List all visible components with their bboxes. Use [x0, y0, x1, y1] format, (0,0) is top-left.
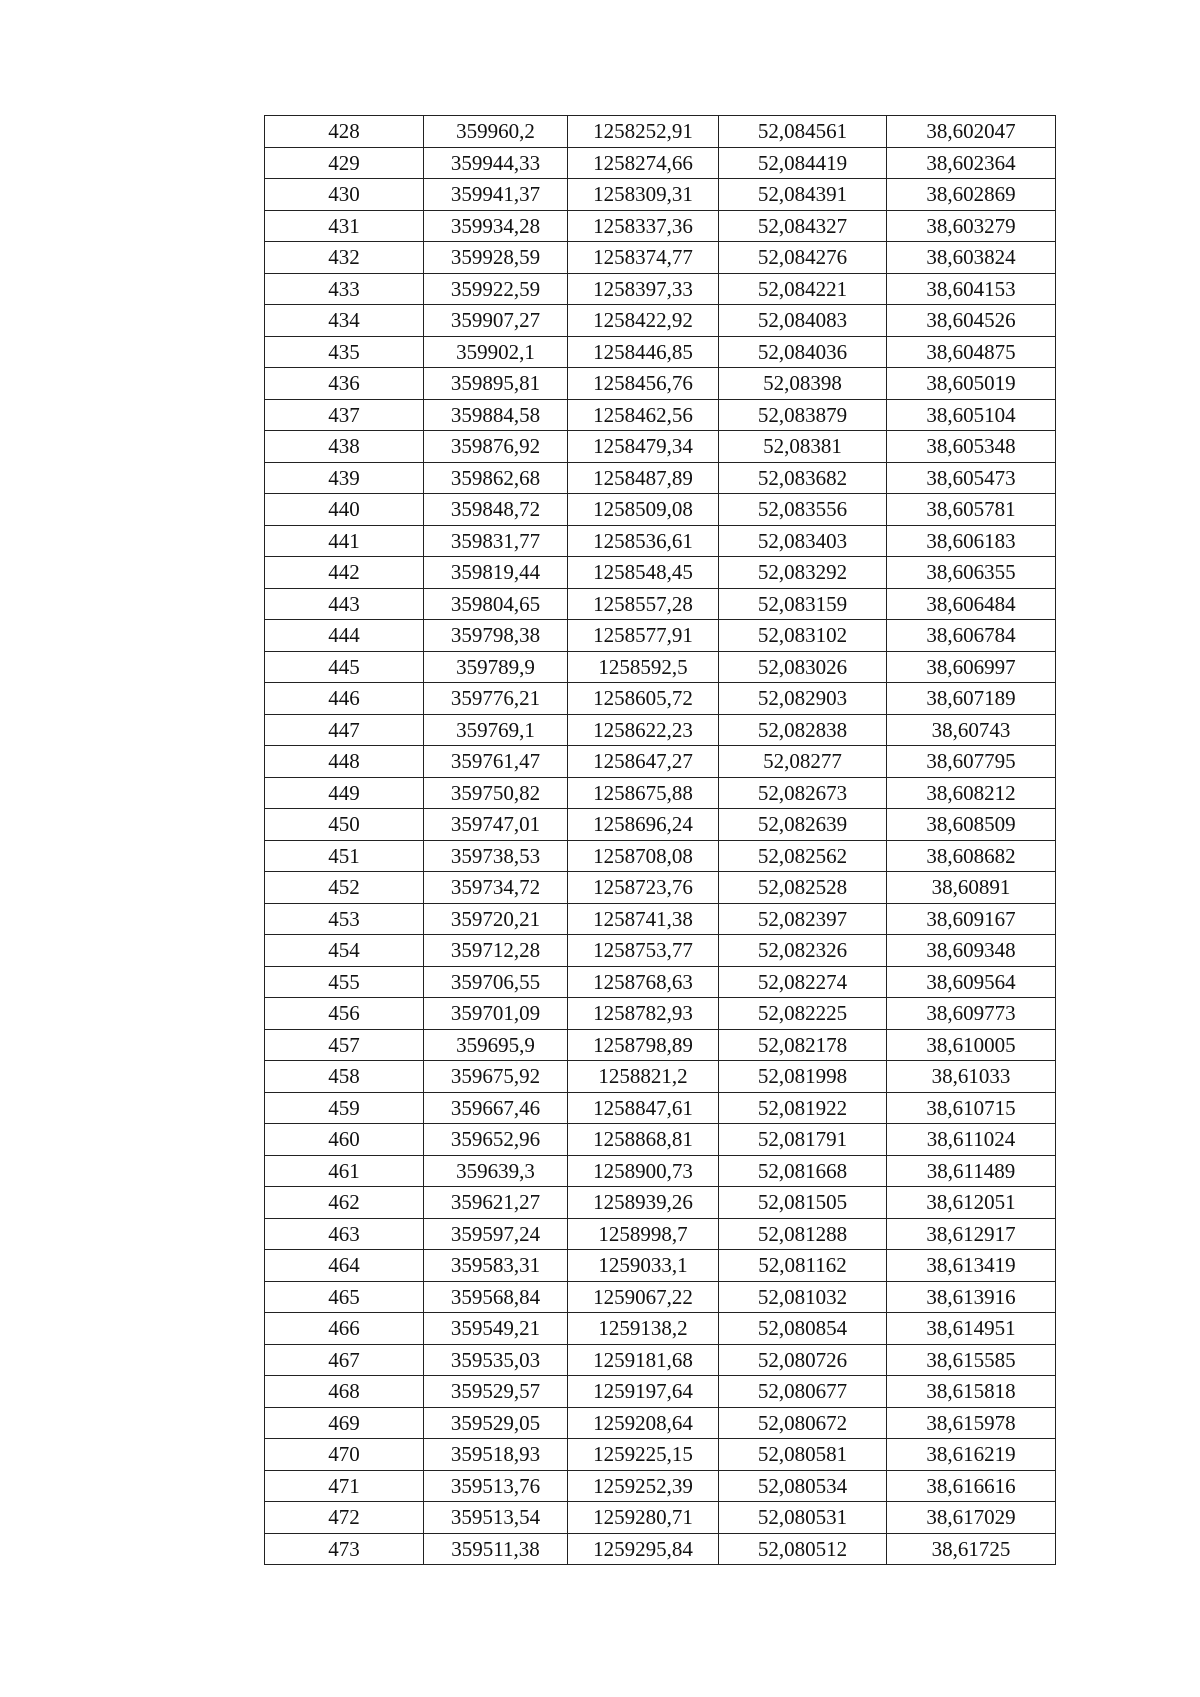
longitude-cell: 38,613419 — [887, 1250, 1056, 1282]
table-row — [265, 1029, 1056, 1061]
table-row — [265, 1313, 1056, 1345]
longitude-cell: 38,610715 — [887, 1092, 1056, 1124]
x-coordinate-cell: 359701,09 — [424, 998, 568, 1030]
latitude-cell: 52,082326 — [719, 935, 887, 967]
y-coordinate-cell: 1258900,73 — [568, 1155, 719, 1187]
table-row — [265, 147, 1056, 179]
y-coordinate-cell: 1259138,2 — [568, 1313, 719, 1345]
longitude-cell: 38,605348 — [887, 431, 1056, 463]
table-row — [265, 683, 1056, 715]
point-number-cell: 444 — [265, 620, 424, 652]
point-number-cell: 446 — [265, 683, 424, 715]
longitude-cell: 38,612917 — [887, 1218, 1056, 1250]
table-row — [265, 525, 1056, 557]
point-number-cell: 436 — [265, 368, 424, 400]
longitude-cell: 38,603279 — [887, 210, 1056, 242]
x-coordinate-cell: 359597,24 — [424, 1218, 568, 1250]
latitude-cell: 52,084391 — [719, 179, 887, 211]
x-coordinate-cell: 359862,68 — [424, 462, 568, 494]
longitude-cell: 38,60891 — [887, 872, 1056, 904]
x-coordinate-cell: 359695,9 — [424, 1029, 568, 1061]
x-coordinate-cell: 359652,96 — [424, 1124, 568, 1156]
latitude-cell: 52,081998 — [719, 1061, 887, 1093]
longitude-cell: 38,602047 — [887, 116, 1056, 148]
table-row — [265, 336, 1056, 368]
coordinates-table — [264, 115, 1056, 1565]
y-coordinate-cell: 1259067,22 — [568, 1281, 719, 1313]
latitude-cell: 52,080726 — [719, 1344, 887, 1376]
longitude-cell: 38,602869 — [887, 179, 1056, 211]
x-coordinate-cell: 359734,72 — [424, 872, 568, 904]
point-number-cell: 438 — [265, 431, 424, 463]
point-number-cell: 450 — [265, 809, 424, 841]
latitude-cell: 52,084561 — [719, 116, 887, 148]
longitude-cell: 38,608682 — [887, 840, 1056, 872]
latitude-cell: 52,08277 — [719, 746, 887, 778]
point-number-cell: 441 — [265, 525, 424, 557]
table-row — [265, 714, 1056, 746]
table-row — [265, 1092, 1056, 1124]
y-coordinate-cell: 1258753,77 — [568, 935, 719, 967]
latitude-cell: 52,083159 — [719, 588, 887, 620]
latitude-cell: 52,084221 — [719, 273, 887, 305]
table-row — [265, 273, 1056, 305]
x-coordinate-cell: 359738,53 — [424, 840, 568, 872]
y-coordinate-cell: 1258536,61 — [568, 525, 719, 557]
x-coordinate-cell: 359621,27 — [424, 1187, 568, 1219]
point-number-cell: 458 — [265, 1061, 424, 1093]
point-number-cell: 466 — [265, 1313, 424, 1345]
longitude-cell: 38,609564 — [887, 966, 1056, 998]
x-coordinate-cell: 359876,92 — [424, 431, 568, 463]
x-coordinate-cell: 359511,38 — [424, 1533, 568, 1565]
y-coordinate-cell: 1258723,76 — [568, 872, 719, 904]
y-coordinate-cell: 1258557,28 — [568, 588, 719, 620]
point-number-cell: 461 — [265, 1155, 424, 1187]
x-coordinate-cell: 359549,21 — [424, 1313, 568, 1345]
latitude-cell: 52,081288 — [719, 1218, 887, 1250]
x-coordinate-cell: 359798,38 — [424, 620, 568, 652]
point-number-cell: 442 — [265, 557, 424, 589]
point-number-cell: 465 — [265, 1281, 424, 1313]
longitude-cell: 38,605019 — [887, 368, 1056, 400]
table-row — [265, 494, 1056, 526]
table-row — [265, 1155, 1056, 1187]
point-number-cell: 454 — [265, 935, 424, 967]
x-coordinate-cell: 359750,82 — [424, 777, 568, 809]
y-coordinate-cell: 1258487,89 — [568, 462, 719, 494]
latitude-cell: 52,084083 — [719, 305, 887, 337]
x-coordinate-cell: 359529,57 — [424, 1376, 568, 1408]
table-row — [265, 1250, 1056, 1282]
y-coordinate-cell: 1258939,26 — [568, 1187, 719, 1219]
longitude-cell: 38,606183 — [887, 525, 1056, 557]
longitude-cell: 38,615978 — [887, 1407, 1056, 1439]
longitude-cell: 38,611489 — [887, 1155, 1056, 1187]
latitude-cell: 52,083102 — [719, 620, 887, 652]
longitude-cell: 38,615585 — [887, 1344, 1056, 1376]
latitude-cell: 52,082903 — [719, 683, 887, 715]
longitude-cell: 38,605104 — [887, 399, 1056, 431]
point-number-cell: 448 — [265, 746, 424, 778]
latitude-cell: 52,080854 — [719, 1313, 887, 1345]
latitude-cell: 52,082838 — [719, 714, 887, 746]
table-row — [265, 966, 1056, 998]
x-coordinate-cell: 359513,76 — [424, 1470, 568, 1502]
table-row — [265, 210, 1056, 242]
latitude-cell: 52,082225 — [719, 998, 887, 1030]
table-row — [265, 368, 1056, 400]
table-row — [265, 1407, 1056, 1439]
latitude-cell: 52,080581 — [719, 1439, 887, 1471]
latitude-cell: 52,081162 — [719, 1250, 887, 1282]
latitude-cell: 52,082528 — [719, 872, 887, 904]
x-coordinate-cell: 359513,54 — [424, 1502, 568, 1534]
latitude-cell: 52,083682 — [719, 462, 887, 494]
latitude-cell: 52,081505 — [719, 1187, 887, 1219]
point-number-cell: 434 — [265, 305, 424, 337]
latitude-cell: 52,081922 — [719, 1092, 887, 1124]
table-row — [265, 903, 1056, 935]
point-number-cell: 471 — [265, 1470, 424, 1502]
x-coordinate-cell: 359848,72 — [424, 494, 568, 526]
x-coordinate-cell: 359941,37 — [424, 179, 568, 211]
table-row — [265, 242, 1056, 274]
table-row — [265, 840, 1056, 872]
x-coordinate-cell: 359907,27 — [424, 305, 568, 337]
latitude-cell: 52,083556 — [719, 494, 887, 526]
latitude-cell: 52,081668 — [719, 1155, 887, 1187]
x-coordinate-cell: 359720,21 — [424, 903, 568, 935]
longitude-cell: 38,606784 — [887, 620, 1056, 652]
latitude-cell: 52,080672 — [719, 1407, 887, 1439]
longitude-cell: 38,61033 — [887, 1061, 1056, 1093]
longitude-cell: 38,602364 — [887, 147, 1056, 179]
point-number-cell: 463 — [265, 1218, 424, 1250]
x-coordinate-cell: 359769,1 — [424, 714, 568, 746]
y-coordinate-cell: 1258548,45 — [568, 557, 719, 589]
longitude-cell: 38,61725 — [887, 1533, 1056, 1565]
y-coordinate-cell: 1258309,31 — [568, 179, 719, 211]
latitude-cell: 52,081032 — [719, 1281, 887, 1313]
longitude-cell: 38,604526 — [887, 305, 1056, 337]
y-coordinate-cell: 1258456,76 — [568, 368, 719, 400]
y-coordinate-cell: 1258696,24 — [568, 809, 719, 841]
y-coordinate-cell: 1258577,91 — [568, 620, 719, 652]
table-row — [265, 1124, 1056, 1156]
longitude-cell: 38,609167 — [887, 903, 1056, 935]
x-coordinate-cell: 359518,93 — [424, 1439, 568, 1471]
point-number-cell: 452 — [265, 872, 424, 904]
x-coordinate-cell: 359706,55 — [424, 966, 568, 998]
point-number-cell: 435 — [265, 336, 424, 368]
latitude-cell: 52,084327 — [719, 210, 887, 242]
latitude-cell: 52,083292 — [719, 557, 887, 589]
point-number-cell: 473 — [265, 1533, 424, 1565]
table-row — [265, 1187, 1056, 1219]
latitude-cell: 52,080534 — [719, 1470, 887, 1502]
table-row — [265, 179, 1056, 211]
x-coordinate-cell: 359902,1 — [424, 336, 568, 368]
table-row — [265, 305, 1056, 337]
table-row — [265, 1281, 1056, 1313]
longitude-cell: 38,605473 — [887, 462, 1056, 494]
table-row — [265, 1470, 1056, 1502]
table-row — [265, 1502, 1056, 1534]
x-coordinate-cell: 359895,81 — [424, 368, 568, 400]
longitude-cell: 38,607795 — [887, 746, 1056, 778]
y-coordinate-cell: 1258337,36 — [568, 210, 719, 242]
longitude-cell: 38,616219 — [887, 1439, 1056, 1471]
point-number-cell: 443 — [265, 588, 424, 620]
point-number-cell: 440 — [265, 494, 424, 526]
point-number-cell: 469 — [265, 1407, 424, 1439]
y-coordinate-cell: 1259280,71 — [568, 1502, 719, 1534]
table-row — [265, 1344, 1056, 1376]
y-coordinate-cell: 1258622,23 — [568, 714, 719, 746]
y-coordinate-cell: 1258708,08 — [568, 840, 719, 872]
table-row — [265, 746, 1056, 778]
longitude-cell: 38,604875 — [887, 336, 1056, 368]
latitude-cell: 52,082639 — [719, 809, 887, 841]
y-coordinate-cell: 1259252,39 — [568, 1470, 719, 1502]
table-row — [265, 651, 1056, 683]
table-row — [265, 935, 1056, 967]
longitude-cell: 38,608509 — [887, 809, 1056, 841]
point-number-cell: 445 — [265, 651, 424, 683]
x-coordinate-cell: 359819,44 — [424, 557, 568, 589]
longitude-cell: 38,605781 — [887, 494, 1056, 526]
point-number-cell: 439 — [265, 462, 424, 494]
longitude-cell: 38,608212 — [887, 777, 1056, 809]
x-coordinate-cell: 359934,28 — [424, 210, 568, 242]
longitude-cell: 38,603824 — [887, 242, 1056, 274]
latitude-cell: 52,082274 — [719, 966, 887, 998]
x-coordinate-cell: 359529,05 — [424, 1407, 568, 1439]
table-row — [265, 1376, 1056, 1408]
longitude-cell: 38,613916 — [887, 1281, 1056, 1313]
y-coordinate-cell: 1258479,34 — [568, 431, 719, 463]
point-number-cell: 447 — [265, 714, 424, 746]
longitude-cell: 38,617029 — [887, 1502, 1056, 1534]
latitude-cell: 52,082178 — [719, 1029, 887, 1061]
table-row — [265, 1533, 1056, 1565]
latitude-cell: 52,08381 — [719, 431, 887, 463]
coordinates-table-body — [265, 116, 1056, 1565]
x-coordinate-cell: 359789,9 — [424, 651, 568, 683]
point-number-cell: 428 — [265, 116, 424, 148]
table-row — [265, 557, 1056, 589]
y-coordinate-cell: 1258768,63 — [568, 966, 719, 998]
latitude-cell: 52,082562 — [719, 840, 887, 872]
latitude-cell: 52,083026 — [719, 651, 887, 683]
x-coordinate-cell: 359568,84 — [424, 1281, 568, 1313]
table-row — [265, 777, 1056, 809]
y-coordinate-cell: 1258462,56 — [568, 399, 719, 431]
y-coordinate-cell: 1258821,2 — [568, 1061, 719, 1093]
latitude-cell: 52,081791 — [719, 1124, 887, 1156]
point-number-cell: 470 — [265, 1439, 424, 1471]
longitude-cell: 38,614951 — [887, 1313, 1056, 1345]
point-number-cell: 455 — [265, 966, 424, 998]
table-row — [265, 809, 1056, 841]
y-coordinate-cell: 1258998,7 — [568, 1218, 719, 1250]
y-coordinate-cell: 1258274,66 — [568, 147, 719, 179]
table-row — [265, 116, 1056, 148]
y-coordinate-cell: 1258446,85 — [568, 336, 719, 368]
latitude-cell: 52,084276 — [719, 242, 887, 274]
longitude-cell: 38,607189 — [887, 683, 1056, 715]
y-coordinate-cell: 1259181,68 — [568, 1344, 719, 1376]
point-number-cell: 453 — [265, 903, 424, 935]
longitude-cell: 38,604153 — [887, 273, 1056, 305]
y-coordinate-cell: 1259225,15 — [568, 1439, 719, 1471]
longitude-cell: 38,609348 — [887, 935, 1056, 967]
y-coordinate-cell: 1258397,33 — [568, 273, 719, 305]
longitude-cell: 38,606484 — [887, 588, 1056, 620]
x-coordinate-cell: 359831,77 — [424, 525, 568, 557]
y-coordinate-cell: 1259197,64 — [568, 1376, 719, 1408]
longitude-cell: 38,611024 — [887, 1124, 1056, 1156]
y-coordinate-cell: 1258509,08 — [568, 494, 719, 526]
y-coordinate-cell: 1259208,64 — [568, 1407, 719, 1439]
y-coordinate-cell: 1258868,81 — [568, 1124, 719, 1156]
table-row — [265, 462, 1056, 494]
table-row — [265, 1061, 1056, 1093]
longitude-cell: 38,609773 — [887, 998, 1056, 1030]
table-row — [265, 588, 1056, 620]
latitude-cell: 52,084419 — [719, 147, 887, 179]
longitude-cell: 38,615818 — [887, 1376, 1056, 1408]
point-number-cell: 462 — [265, 1187, 424, 1219]
latitude-cell: 52,083879 — [719, 399, 887, 431]
longitude-cell: 38,616616 — [887, 1470, 1056, 1502]
longitude-cell: 38,606997 — [887, 651, 1056, 683]
y-coordinate-cell: 1258605,72 — [568, 683, 719, 715]
x-coordinate-cell: 359804,65 — [424, 588, 568, 620]
latitude-cell: 52,080677 — [719, 1376, 887, 1408]
point-number-cell: 459 — [265, 1092, 424, 1124]
point-number-cell: 429 — [265, 147, 424, 179]
point-number-cell: 467 — [265, 1344, 424, 1376]
y-coordinate-cell: 1258592,5 — [568, 651, 719, 683]
x-coordinate-cell: 359675,92 — [424, 1061, 568, 1093]
latitude-cell: 52,082397 — [719, 903, 887, 935]
point-number-cell: 430 — [265, 179, 424, 211]
y-coordinate-cell: 1258741,38 — [568, 903, 719, 935]
y-coordinate-cell: 1258374,77 — [568, 242, 719, 274]
longitude-cell: 38,610005 — [887, 1029, 1056, 1061]
y-coordinate-cell: 1258647,27 — [568, 746, 719, 778]
table-row — [265, 620, 1056, 652]
longitude-cell: 38,606355 — [887, 557, 1056, 589]
x-coordinate-cell: 359535,03 — [424, 1344, 568, 1376]
latitude-cell: 52,080531 — [719, 1502, 887, 1534]
latitude-cell: 52,084036 — [719, 336, 887, 368]
point-number-cell: 456 — [265, 998, 424, 1030]
x-coordinate-cell: 359944,33 — [424, 147, 568, 179]
point-number-cell: 460 — [265, 1124, 424, 1156]
y-coordinate-cell: 1258675,88 — [568, 777, 719, 809]
point-number-cell: 472 — [265, 1502, 424, 1534]
x-coordinate-cell: 359761,47 — [424, 746, 568, 778]
point-number-cell: 457 — [265, 1029, 424, 1061]
point-number-cell: 464 — [265, 1250, 424, 1282]
table-row — [265, 998, 1056, 1030]
latitude-cell: 52,082673 — [719, 777, 887, 809]
point-number-cell: 451 — [265, 840, 424, 872]
y-coordinate-cell: 1258422,92 — [568, 305, 719, 337]
x-coordinate-cell: 359639,3 — [424, 1155, 568, 1187]
point-number-cell: 431 — [265, 210, 424, 242]
y-coordinate-cell: 1258782,93 — [568, 998, 719, 1030]
x-coordinate-cell: 359667,46 — [424, 1092, 568, 1124]
point-number-cell: 449 — [265, 777, 424, 809]
x-coordinate-cell: 359583,31 — [424, 1250, 568, 1282]
point-number-cell: 433 — [265, 273, 424, 305]
y-coordinate-cell: 1258847,61 — [568, 1092, 719, 1124]
table-row — [265, 1218, 1056, 1250]
y-coordinate-cell: 1258252,91 — [568, 116, 719, 148]
latitude-cell: 52,080512 — [719, 1533, 887, 1565]
x-coordinate-cell: 359960,2 — [424, 116, 568, 148]
point-number-cell: 432 — [265, 242, 424, 274]
point-number-cell: 437 — [265, 399, 424, 431]
longitude-cell: 38,612051 — [887, 1187, 1056, 1219]
table-row — [265, 431, 1056, 463]
x-coordinate-cell: 359747,01 — [424, 809, 568, 841]
table-row — [265, 1439, 1056, 1471]
x-coordinate-cell: 359928,59 — [424, 242, 568, 274]
latitude-cell: 52,083403 — [719, 525, 887, 557]
point-number-cell: 468 — [265, 1376, 424, 1408]
x-coordinate-cell: 359922,59 — [424, 273, 568, 305]
x-coordinate-cell: 359776,21 — [424, 683, 568, 715]
table-row — [265, 872, 1056, 904]
y-coordinate-cell: 1259033,1 — [568, 1250, 719, 1282]
longitude-cell: 38,60743 — [887, 714, 1056, 746]
y-coordinate-cell: 1259295,84 — [568, 1533, 719, 1565]
latitude-cell: 52,08398 — [719, 368, 887, 400]
x-coordinate-cell: 359712,28 — [424, 935, 568, 967]
table-row — [265, 399, 1056, 431]
y-coordinate-cell: 1258798,89 — [568, 1029, 719, 1061]
x-coordinate-cell: 359884,58 — [424, 399, 568, 431]
